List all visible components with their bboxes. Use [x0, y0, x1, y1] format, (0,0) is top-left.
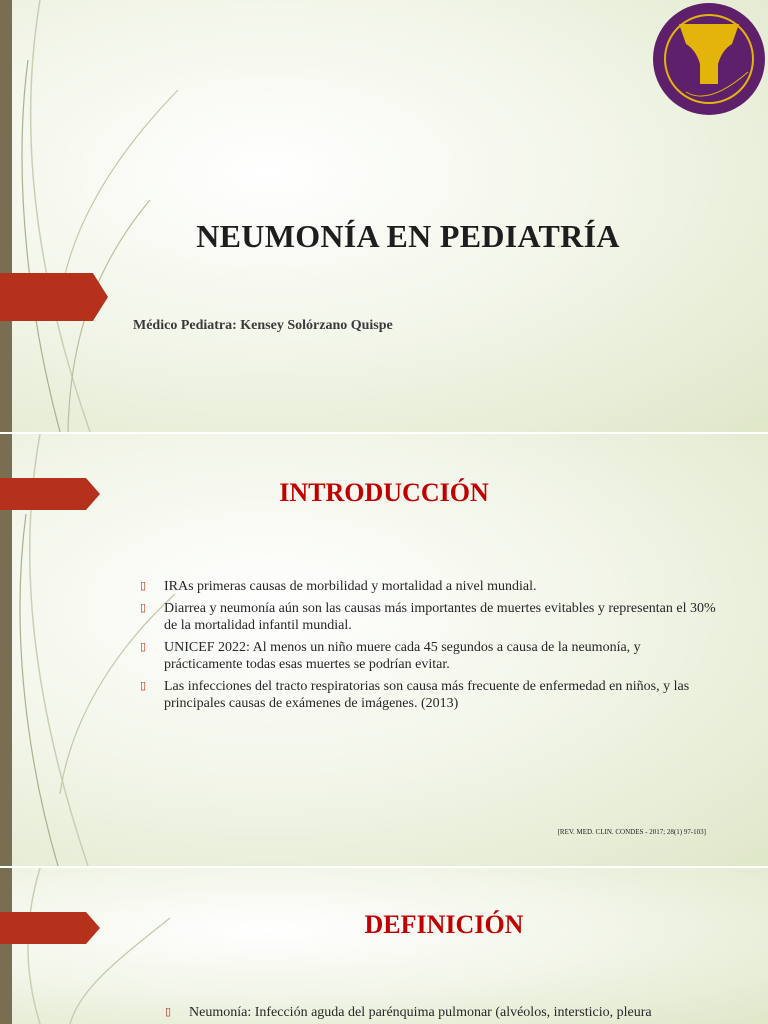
list-item: ▯ IRAs primeras causas de morbilidad y mortalidad a nivel mundial.: [140, 579, 537, 594]
square-bullet-icon: ▯: [165, 1006, 172, 1018]
bullet-list: [140, 578, 720, 717]
square-bullet-icon: ▯: [140, 602, 147, 614]
decorative-swoosh: [0, 868, 200, 1024]
square-bullet-icon: ▯: [140, 641, 147, 653]
seal-icon: [652, 2, 766, 116]
slide-definicion: [0, 868, 768, 1024]
decorative-swoosh: [0, 0, 200, 432]
presenter-name: Médico Pediatra: Kensey Solórzano Quispe: [133, 318, 393, 333]
list-item: ▯ UNICEF 2022: Al menos un niño muere cada 45 segundos a causa de la neumonía, y prácticamente todas esas muertes se podrían evitar.: [140, 640, 641, 672]
arrow-accent-tab: [0, 273, 108, 321]
presentation-title: NEUMONÍA EN PEDIATRÍA: [196, 218, 620, 254]
slide-title: [0, 0, 768, 432]
section-heading: DEFINICIÓN: [364, 910, 524, 939]
slide-introduccion: [0, 434, 768, 866]
square-bullet-icon: ▯: [140, 580, 147, 592]
section-heading: INTRODUCCIÓN: [279, 478, 489, 507]
reference-citation: [REV. MED. CLIN. CONDES - 2017; 28(1) 97-103]: [557, 828, 706, 836]
list-item: ▯ Las infecciones del tracto respiratorias son causa más frecuente de enfermedad en niños, y las principales causas de exámenes de imágenes. (2013): [140, 679, 690, 711]
square-bullet-icon: ▯: [140, 680, 147, 692]
colegio-medico-logo: [652, 2, 766, 116]
list-item: ▯ Diarrea y neumonía aún son las causas más importantes de muertes evitables y representan el 30% de la mortalidad infantil mundial.: [140, 601, 716, 633]
bullet-list: [165, 1004, 745, 1024]
list-item: ▯ Neumonía: Infección aguda del parénquima pulmonar (alvéolos, intersticio, pleura: [165, 1005, 652, 1020]
